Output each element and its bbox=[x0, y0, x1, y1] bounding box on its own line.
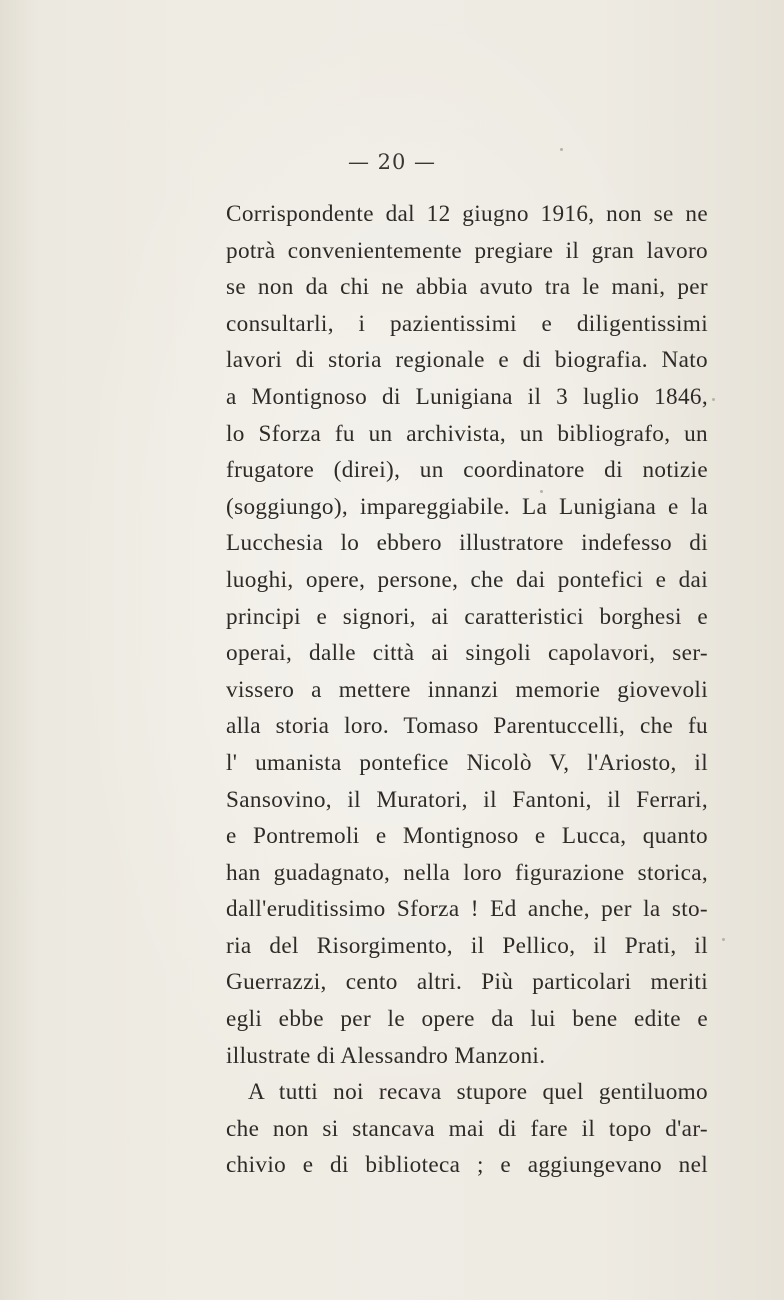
text-line: illustrate di Alessandro Manzoni. bbox=[226, 1042, 546, 1069]
text-line: principi e signori, ai caratteristici borghesi e bbox=[226, 603, 708, 630]
body-text bbox=[226, 196, 708, 1184]
text-line: egli ebbe per le opere da lui bene edite e bbox=[226, 1006, 708, 1033]
text-line: chivio e di biblioteca ; e aggiungevano nel bbox=[226, 1152, 708, 1179]
text-line: e Pontremoli e Montignoso e Lucca, quanto bbox=[226, 823, 708, 850]
paper-speck bbox=[540, 490, 543, 493]
paper-speck bbox=[722, 938, 725, 941]
page-number: — 20 — bbox=[347, 150, 437, 174]
text-line: lavori di storia regionale e di biografia. Nato bbox=[226, 347, 708, 374]
text-line: l' umanista pontefice Nicolò V, l'Ariosto, il bbox=[226, 749, 708, 776]
text-line: che non si stancava mai di fare il topo d'ar- bbox=[226, 1115, 708, 1142]
text-line: alla storia loro. Tomaso Parentuccelli, che fu bbox=[226, 713, 708, 740]
text-line: han guadagnato, nella loro figurazione storica, bbox=[226, 859, 708, 886]
text-line: dall'eruditissimo Sforza ! Ed anche, per la sto- bbox=[226, 896, 708, 923]
text-line: ria del Risorgimento, il Pellico, il Prati, il bbox=[226, 932, 708, 959]
text-line: (soggiungo), impareggiabile. La Lunigiana e la bbox=[226, 493, 708, 520]
text-line: potrà convenientemente pregiare il gran lavoro bbox=[226, 237, 708, 264]
text-line: Sansovino, il Muratori, il Fantoni, il Ferrari, bbox=[226, 786, 708, 813]
text-line: luoghi, opere, persone, che dai pontefici e dai bbox=[226, 566, 708, 593]
paper-speck bbox=[560, 148, 563, 151]
text-line: A tutti noi recava stupore quel gentiluomo bbox=[248, 1079, 708, 1106]
text-line: se non da chi ne abbia avuto tra le mani, per bbox=[226, 274, 708, 301]
text-line: Corrispondente dal 12 giugno 1916, non se ne bbox=[226, 201, 708, 227]
text-line: Guerrazzi, cento altri. Più particolari meriti bbox=[226, 969, 708, 996]
text-line: a Montignoso di Lunigiana il 3 luglio 1846, bbox=[226, 383, 708, 410]
text-line: frugatore (direi), un coordinatore di notizie bbox=[226, 457, 708, 484]
text-line: vissero a mettere innanzi memorie giovevoli bbox=[226, 676, 708, 703]
text-line: lo Sforza fu un archivista, un bibliografo, un bbox=[226, 420, 708, 447]
text-line: operai, dalle città ai singoli capolavori, ser- bbox=[226, 640, 708, 667]
text-line: consultarli, i pazientissimi e diligentissimi bbox=[226, 310, 708, 337]
paper-speck bbox=[712, 398, 715, 401]
text-line: Lucchesia lo ebbero illustratore indefesso di bbox=[226, 530, 708, 557]
